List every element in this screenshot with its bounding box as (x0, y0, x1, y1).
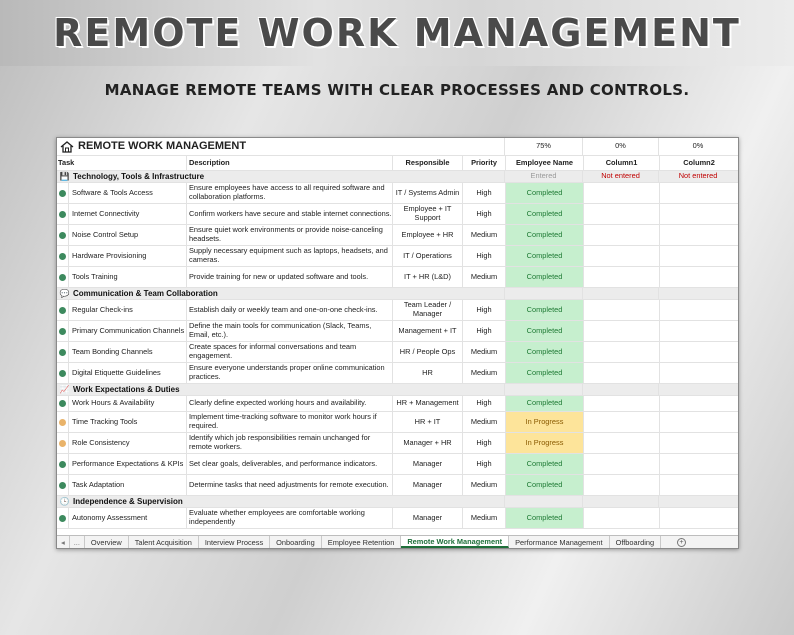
priority-cell[interactable]: Medium (463, 267, 506, 287)
status-dot-icon (59, 349, 66, 356)
header-col2[interactable]: Column2 (683, 157, 715, 167)
status-dot-cell (57, 321, 69, 341)
responsible-cell[interactable]: IT / Operations (393, 246, 463, 266)
tab-ellipsis[interactable]: ... (70, 536, 85, 548)
chat-icon: 💬 (59, 289, 70, 298)
task-cell[interactable]: Regular Check-ins (69, 300, 187, 320)
employee-status-cell[interactable]: In Progress (506, 433, 584, 453)
employee-status-cell[interactable]: Completed (506, 225, 584, 245)
empty-cell[interactable] (660, 363, 738, 383)
header-priority[interactable]: Priority (463, 156, 506, 170)
table-row (57, 412, 738, 433)
section-row (57, 384, 738, 396)
priority-cell[interactable]: High (463, 204, 506, 224)
priority-cell[interactable]: Medium (463, 508, 506, 528)
empty-cell[interactable] (57, 288, 505, 299)
responsible-cell[interactable]: HR (393, 363, 463, 383)
tab-employee-retention[interactable]: Employee Retention (322, 536, 402, 548)
status-dot-cell (57, 433, 69, 453)
empty-cell[interactable] (584, 396, 660, 411)
responsible-cell[interactable]: Employee + HR (393, 225, 463, 245)
section-row (57, 171, 738, 183)
section-title[interactable]: 💬 Communication & Team Collaboration (57, 288, 505, 299)
empty-cell[interactable] (584, 183, 660, 203)
status-dot-icon (59, 211, 66, 218)
status-dot-icon (59, 440, 66, 447)
description-cell[interactable]: Establish daily or weekly team and one-on-one check-ins. (187, 300, 393, 320)
employee-status-cell[interactable]: Completed (506, 246, 584, 266)
description-cell[interactable]: Ensure everyone understands proper online communication practices. (187, 363, 393, 383)
description-cell[interactable]: Supply necessary equipment such as laptops, headsets, and cameras. (187, 246, 393, 266)
tab-offboarding[interactable]: Offboarding (610, 536, 662, 548)
table-row (57, 321, 738, 342)
status-dot-icon (59, 328, 66, 335)
plus-icon: + (677, 538, 686, 547)
empty-cell[interactable] (583, 384, 659, 395)
empty-cell[interactable] (660, 396, 738, 411)
task-cell[interactable]: Primary Communication Channels (69, 321, 187, 341)
table-row (57, 396, 738, 412)
empty-cell[interactable] (505, 288, 583, 299)
table-row (57, 204, 738, 225)
responsible-cell[interactable]: Management + IT (393, 321, 463, 341)
task-cell[interactable]: Noise Control Setup (69, 225, 187, 245)
description-cell[interactable]: Determine tasks that need adjustments for remote execution. (187, 475, 393, 495)
task-cell[interactable]: Autonomy Assessment (69, 508, 187, 528)
header-employee[interactable]: Employee Name (506, 156, 584, 170)
tab-overview[interactable]: Overview (85, 536, 129, 548)
task-cell[interactable]: Internet Connectivity (69, 204, 187, 224)
sheet-tabs-bar (57, 535, 738, 548)
status-dot-icon (59, 253, 66, 260)
empty-cell[interactable] (584, 412, 660, 432)
empty-cell[interactable] (660, 321, 738, 341)
task-cell[interactable]: Tools Training (69, 267, 187, 287)
employee-status-cell[interactable]: Completed (506, 363, 584, 383)
empty-cell[interactable] (660, 342, 738, 362)
empty-cell[interactable] (583, 288, 659, 299)
priority-cell[interactable]: High (463, 321, 506, 341)
tab-onboarding[interactable]: Onboarding (270, 536, 322, 548)
empty-cell[interactable] (505, 496, 583, 507)
section-title[interactable]: 💾 Technology, Tools & Infrastructure (57, 171, 505, 182)
status-dot-cell (57, 225, 69, 245)
empty-cell[interactable] (660, 204, 738, 224)
sheet-title-cell[interactable] (57, 138, 505, 155)
subtitle: MANAGE REMOTE TEAMS WITH CLEAR PROCESSES AND CONTROLS. (104, 81, 690, 99)
description-cell[interactable]: Ensure employees have access to all required software and collaboration platforms. (187, 183, 393, 203)
status-dot-icon (59, 307, 66, 314)
task-cell[interactable]: Performance Expectations & KPIs (69, 454, 187, 474)
empty-cell[interactable] (584, 246, 660, 266)
description-cell[interactable]: Implement time-tracking software to monitor work hours if required. (187, 412, 393, 432)
header-responsible[interactable]: Responsible (393, 156, 463, 170)
table-row (57, 508, 738, 529)
priority-cell[interactable]: High (463, 300, 506, 320)
empty-cell[interactable] (584, 204, 660, 224)
employee-status-cell[interactable]: Completed (506, 508, 584, 528)
status-dot-icon (59, 482, 66, 489)
responsible-cell[interactable]: Employee + IT Support (393, 204, 463, 224)
empty-cell[interactable] (660, 300, 738, 320)
status-dot-cell (57, 204, 69, 224)
tab-talent-acquisition[interactable]: Talent Acquisition (129, 536, 199, 548)
empty-cell[interactable] (659, 496, 737, 507)
status-dot-icon (59, 515, 66, 522)
table-row (57, 342, 738, 363)
task-cell[interactable]: Task Adaptation (69, 475, 187, 495)
pct-employee[interactable]: 75% (505, 138, 583, 155)
priority-cell[interactable]: High (463, 433, 506, 453)
status-dot-cell (57, 396, 69, 411)
task-cell[interactable]: Time Tracking Tools (69, 412, 187, 432)
table-row (57, 246, 738, 267)
status-dot-cell (57, 454, 69, 474)
header-col1[interactable]: Column1 (584, 156, 660, 170)
status-dot-cell (57, 508, 69, 528)
status-not-entered[interactable]: Not entered (583, 171, 659, 182)
description-cell[interactable]: Evaluate whether employees are comfortable working independently (187, 508, 393, 528)
responsible-cell[interactable]: Manager + HR (393, 433, 463, 453)
priority-cell[interactable]: High (463, 454, 506, 474)
header-row (57, 156, 738, 171)
empty-cell[interactable] (57, 384, 505, 395)
empty-cell[interactable] (660, 508, 738, 528)
banner-title: REMOTE WORK MANAGEMENT (53, 11, 741, 55)
empty-cell[interactable] (660, 412, 738, 432)
empty-cell[interactable] (660, 246, 738, 266)
empty-cell[interactable] (583, 496, 659, 507)
home-icon (60, 141, 74, 153)
disk-icon: 💾 (59, 172, 70, 181)
description-cell[interactable]: Provide training for new or updated software and tools. (187, 267, 393, 287)
table-row (57, 363, 738, 384)
empty-cell[interactable] (660, 183, 738, 203)
employee-status-cell[interactable]: Completed (506, 300, 584, 320)
table-row (57, 454, 738, 475)
status-dot-icon (59, 400, 66, 407)
banner (0, 0, 794, 66)
empty-cell[interactable] (505, 384, 583, 395)
task-cell[interactable]: Work Hours & Availability (69, 396, 187, 411)
section-title[interactable]: 🕒 Independence & Supervision (57, 496, 505, 507)
pct-col1[interactable]: 0% (583, 138, 659, 155)
status-dot-icon (59, 232, 66, 239)
section-row (57, 288, 738, 300)
employee-status-cell[interactable]: Completed (506, 321, 584, 341)
status-entered[interactable]: Entered (505, 171, 583, 182)
task-cell[interactable]: Role Consistency (69, 433, 187, 453)
empty-cell[interactable] (659, 384, 737, 395)
responsible-cell[interactable]: Manager (393, 454, 463, 474)
sheet-title: REMOTE WORK MANAGEMENT (78, 139, 247, 152)
empty-cell[interactable] (584, 267, 660, 287)
priority-cell[interactable]: Medium (463, 363, 506, 383)
empty-cell[interactable] (660, 454, 738, 474)
table-row (57, 475, 738, 496)
employee-status-cell[interactable]: Completed (506, 454, 584, 474)
add-sheet-button[interactable] (671, 536, 692, 548)
status-dot-icon (59, 370, 66, 377)
employee-status-cell[interactable]: Completed (506, 204, 584, 224)
status-dot-icon (59, 274, 66, 281)
status-dot-cell (57, 363, 69, 383)
employee-status-cell[interactable]: Completed (506, 475, 584, 495)
empty-cell[interactable] (660, 433, 738, 453)
responsible-cell[interactable]: Team Leader / Manager (393, 300, 463, 320)
table-row (57, 183, 738, 204)
empty-cell[interactable] (57, 496, 505, 507)
empty-cell[interactable] (660, 475, 738, 495)
empty-cell[interactable] (584, 454, 660, 474)
chart-icon: 📈 (59, 385, 70, 394)
table-row (57, 225, 738, 246)
status-dot-cell (57, 342, 69, 362)
description-cell[interactable]: Create spaces for informal conversations and team engagement. (187, 342, 393, 362)
employee-status-cell[interactable]: Completed (506, 342, 584, 362)
description-cell[interactable]: Identify which job responsibilities remain unchanged for remote workers. (187, 433, 393, 453)
responsible-cell[interactable]: Manager (393, 475, 463, 495)
priority-cell[interactable]: High (463, 396, 506, 411)
description-cell[interactable]: Set clear goals, deliverables, and performance indicators. (187, 454, 393, 474)
priority-cell[interactable]: Medium (463, 342, 506, 362)
status-dot-cell (57, 246, 69, 266)
employee-status-cell[interactable]: In Progress (506, 412, 584, 432)
priority-cell[interactable]: Medium (463, 225, 506, 245)
status-dot-cell (57, 267, 69, 287)
table-row (57, 267, 738, 288)
description-cell[interactable]: Clearly define expected working hours and availability. (187, 396, 393, 411)
empty-cell[interactable] (584, 433, 660, 453)
table-row (57, 300, 738, 321)
clock-icon: 🕒 (59, 497, 70, 506)
status-dot-icon (59, 419, 66, 426)
employee-status-cell[interactable]: Completed (506, 183, 584, 203)
description-cell[interactable]: Ensure quiet work environments or provide noise-canceling headsets. (187, 225, 393, 245)
empty-cell[interactable] (659, 288, 737, 299)
priority-cell[interactable]: Medium (463, 475, 506, 495)
spreadsheet (56, 137, 739, 549)
status-dot-cell (57, 300, 69, 320)
responsible-cell[interactable]: Manager (393, 508, 463, 528)
status-dot-cell (57, 183, 69, 203)
status-dot-icon (59, 190, 66, 197)
empty-cell[interactable] (584, 300, 660, 320)
pct-col2[interactable]: 0% (692, 141, 704, 151)
responsible-cell[interactable]: HR / People Ops (393, 342, 463, 362)
empty-cell[interactable] (584, 342, 660, 362)
sheet-title-row (57, 138, 738, 156)
employee-status-cell[interactable]: Completed (506, 396, 584, 411)
empty-cell[interactable] (584, 363, 660, 383)
status-dot-cell (57, 412, 69, 432)
employee-status-cell[interactable]: Completed (506, 267, 584, 287)
status-dot-icon (59, 461, 66, 468)
header-task[interactable]: Task (57, 156, 187, 170)
responsible-cell[interactable]: IT + HR (L&D) (393, 267, 463, 287)
status-not-entered[interactable]: Not entered (678, 171, 718, 181)
header-description[interactable]: Description (187, 156, 393, 170)
priority-cell[interactable]: Medium (463, 412, 506, 432)
tab-interview-process[interactable]: Interview Process (199, 536, 270, 548)
status-dot-cell (57, 475, 69, 495)
task-cell[interactable]: Team Bonding Channels (69, 342, 187, 362)
section-title[interactable]: 📈 Work Expectations & Duties (57, 384, 505, 395)
task-cell[interactable]: Hardware Provisioning (69, 246, 187, 266)
description-cell[interactable]: Confirm workers have secure and stable internet connections. (187, 204, 393, 224)
empty-cell[interactable] (584, 475, 660, 495)
responsible-cell[interactable]: IT / Systems Admin (393, 183, 463, 203)
table-row (57, 433, 738, 454)
empty-cell[interactable] (660, 267, 738, 287)
description-cell[interactable]: Define the main tools for communication (Slack, Teams, Email, etc.). (187, 321, 393, 341)
empty-cell[interactable] (584, 508, 660, 528)
priority-cell[interactable]: High (463, 183, 506, 203)
task-cell[interactable]: Software & Tools Access (69, 183, 187, 203)
empty-cell[interactable] (584, 225, 660, 245)
responsible-cell[interactable]: HR + Management (393, 396, 463, 411)
empty-cell[interactable] (660, 225, 738, 245)
section-row (57, 496, 738, 508)
tab-remote-work-management[interactable]: Remote Work Management (401, 536, 509, 548)
empty-cell[interactable] (584, 321, 660, 341)
priority-cell[interactable]: High (463, 246, 506, 266)
responsible-cell[interactable]: HR + IT (393, 412, 463, 432)
tab-performance-management[interactable]: Performance Management (509, 536, 610, 548)
task-cell[interactable]: Digital Etiquette Guidelines (69, 363, 187, 383)
tab-nav-left[interactable]: ◂ (57, 536, 70, 548)
